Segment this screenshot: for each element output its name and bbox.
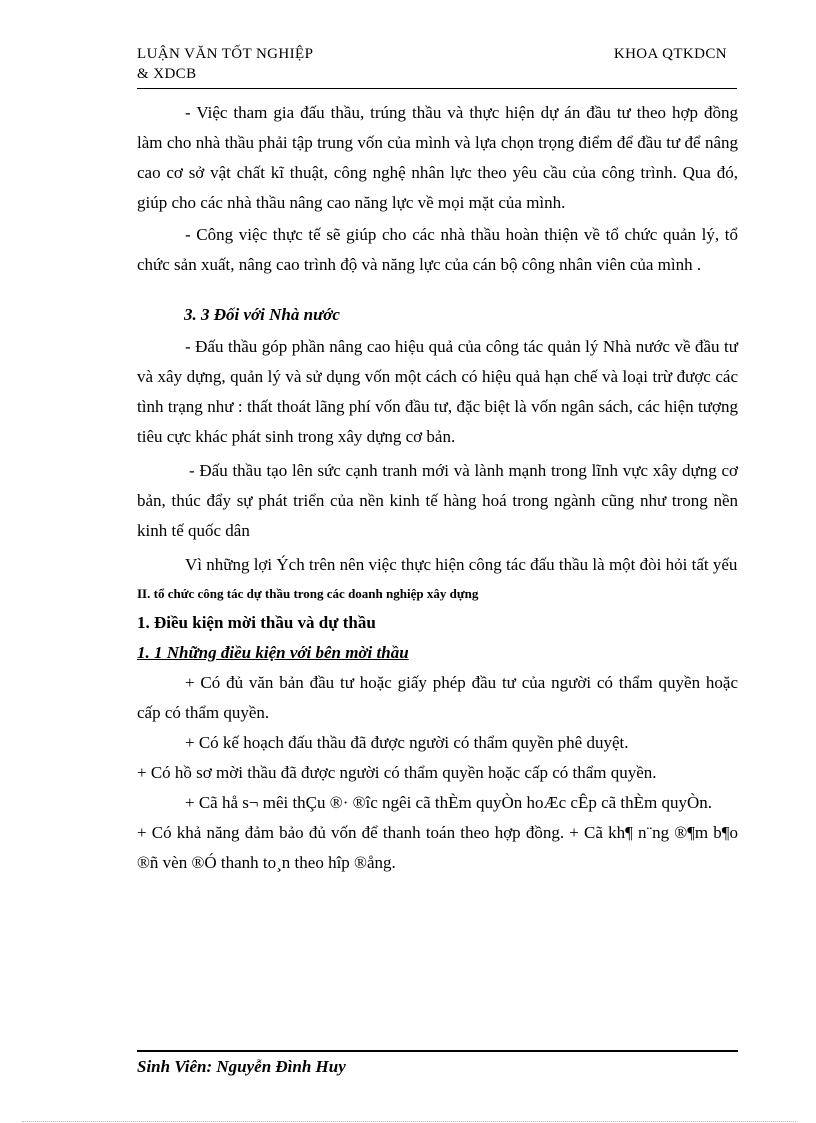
paragraph: - Đấu thầu tạo lên sức cạnh tranh mới và lành mạnh trong lĩnh vực xây dựng cơ bản, thúc đẩy sự phát triển của nền kinh tế hàng hoá trong ngành cũng như trong nền kinh tế quốc dân	[137, 461, 738, 540]
page-bottom-edge	[22, 1121, 796, 1122]
header-thesis-title: LUẬN VĂN TỐT NGHIỆP	[137, 46, 314, 62]
condition-item: + Có hồ sơ mời thầu đã được người có thẩm quyền hoặc cấp có thẩm quyền.	[137, 763, 657, 782]
page-footer	[137, 1050, 738, 1077]
condition-item: + Cã hå s¬ mêi thÇu ®· ®îc ngêi cã thÈm quyÒn hoÆc cÊp cã thÈm quyÒn.	[185, 793, 713, 812]
paragraph: - Đấu thầu góp phần nâng cao hiệu quả của công tác quản lý Nhà nước về đầu tư và xây dựng, quản lý và sử dụng vốn một cách có hiệu quả hạn chế và loại trừ được các tình trạng như : thất thoát lãng phí vốn đầu tư, đặc biệt là vốn ngân sách, các hiện tượng tiêu cực khác phát sinh trong xây dựng cơ bản.	[137, 337, 738, 446]
section-heading-ii: II. tổ chức công tác dự thầu trong các doanh nghiệp xây dựng	[137, 586, 479, 601]
header-thesis-title-cont: & XDCB	[137, 66, 197, 82]
student-name: Sinh Viên: Nguyễn Đình Huy	[137, 1057, 346, 1076]
paragraph: Vì những lợi Ých trên nên việc thực hiện công tác đấu thầu là một đòi hỏi tất yếu	[185, 555, 738, 574]
section-heading-3-3: 3. 3 Đối với Nhà nước	[184, 305, 340, 324]
page-header	[137, 44, 737, 92]
condition-item: + Có kế hoạch đấu thầu đã được người có thẩm quyền phê duyệt.	[185, 733, 629, 752]
paragraph: - Việc tham gia đấu thầu, trúng thầu và thực hiện dự án đầu tư theo hợp đồng làm cho nhà thầu phải tập trung vốn của mình và lựa chọn trọng điểm để đầu tư để nâng cao cơ sở vật chất kĩ thuật, công nghệ nhân lực theo yêu cầu của công trình. Qua đó, giúp cho các nhà thầu nâng cao năng lực về mọi mặt của mình.	[137, 103, 738, 212]
paragraph: - Công việc thực tế sẽ giúp cho các nhà thầu hoàn thiện về tổ chức quản lý, tổ chức sản xuất, nâng cao trình độ và năng lực của cán bộ công nhân viên của mình .	[137, 225, 738, 274]
document-body	[137, 98, 738, 878]
header-left	[137, 44, 313, 84]
heading-1-1: 1. 1 Những điều kiện với bên mời thầu	[137, 643, 409, 662]
header-rule	[137, 88, 737, 89]
condition-item: + Có khả năng đảm bảo đủ vốn để thanh toán theo hợp đồng. + Cã kh¶ n¨ng ®¶m b¶o ®ñ vèn ®Ó thanh to¸n theo hîp ®ång.	[137, 823, 738, 872]
heading-1: 1. Điều kiện mời thầu và dự thầu	[137, 613, 376, 632]
footer-rule	[137, 1050, 738, 1052]
condition-item: + Có đủ văn bản đầu tư hoặc giấy phép đầu tư của người có thẩm quyền hoặc cấp có thẩm quyền.	[137, 673, 738, 722]
header-faculty: KHOA QTKDCN	[613, 46, 727, 62]
